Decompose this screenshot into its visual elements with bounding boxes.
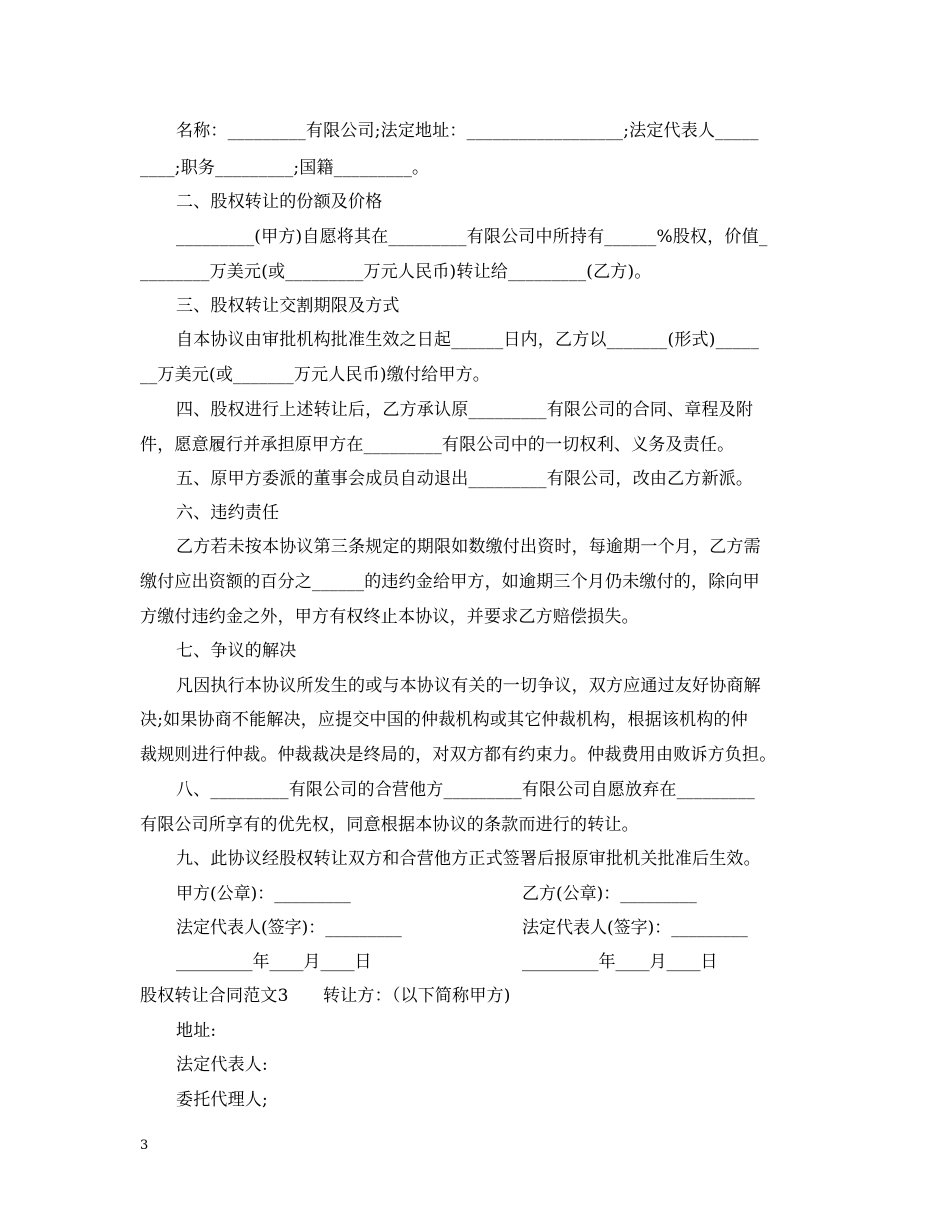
text-line: 决;如果协商不能解决，应提交中国的仲裁机构或其它仲裁机构，根据该机构的仲	[140, 710, 748, 730]
agent-label: 委托代理人;	[176, 1090, 268, 1110]
section-heading: 六、违约责任	[176, 503, 280, 523]
text-line: 有限公司所享有的优先权，同意根据本协议的条款而进行的转让。	[140, 815, 639, 835]
text-line: ________万美元(或_________万元人民币)转让给_________(乙方)。	[140, 262, 652, 282]
address-label: 地址:	[176, 1021, 217, 1041]
party-a-date: _________年____月____日	[176, 952, 372, 972]
party-b-seal: 乙方(公章)：_________	[522, 884, 697, 904]
party-a-representative: 法定代表人(签字)：_________	[176, 918, 402, 938]
text-line: 名称：_________有限公司;法定地址：__________________;法定代表人_____	[176, 121, 759, 141]
text-line: 自本协议由审批机构批准生效之日起______日内，乙方以_______(形式)_____	[176, 330, 760, 350]
sample-heading: 股权转让合同范文3 转让方：（以下简称甲方)	[140, 986, 511, 1006]
page-number: 3	[140, 1138, 149, 1153]
text-line: 缴付应出资额的百分之______的违约金给甲方，如逾期三个月仍未缴付的，除向甲	[140, 572, 760, 592]
text-line: _________(甲方)自愿将其在_________有限公司中所持有______%股权，价值_	[176, 227, 768, 247]
text-line: 九、此协议经股权转让双方和合营他方正式签署后报原审批机关批准后生效。	[176, 849, 761, 869]
section-heading: 七、争议的解决	[176, 641, 297, 661]
text-line: ____;职务_________;国籍_________。	[140, 158, 430, 178]
party-b-representative: 法定代表人(签字)：_________	[522, 918, 748, 938]
section-heading: 三、股权转让交割期限及方式	[176, 296, 400, 316]
text-line: 四、股权进行上述转让后，乙方承认原_________有限公司的合同、章程及附	[176, 400, 754, 420]
text-line: 乙方若未按本协议第三条规定的期限如数缴付出资时，每逾期一个月，乙方需	[176, 537, 761, 557]
text-line: __万美元(或_______万元人民币)缴付给甲方。	[140, 365, 490, 385]
text-line: 五、原甲方委派的董事会成员自动退出_________有限公司，改由乙方新派。	[176, 469, 754, 489]
text-line: 凡因执行本协议所发生的或与本协议有关的一切争议，双方应通过友好协商解	[176, 676, 761, 696]
legal-rep-label: 法定代表人:	[176, 1055, 268, 1075]
text-line: 八、_________有限公司的合营他方_________有限公司自愿放弃在_________	[176, 780, 755, 800]
text-line: 裁规则进行仲裁。仲裁裁决是终局的，对双方都有约束力。仲裁费用由败诉方负担。	[140, 745, 777, 765]
party-b-date: _________年____月____日	[522, 952, 718, 972]
section-heading: 二、股权转让的份额及价格	[176, 192, 383, 212]
text-line: 方缴付违约金之外，甲方有权终止本协议，并要求乙方赔偿损失。	[140, 607, 639, 627]
party-a-seal: 甲方(公章)：_________	[176, 884, 351, 904]
text-line: 件，愿意履行并承担原甲方在_________有限公司中的一切权利、义务及责任。	[140, 435, 735, 455]
